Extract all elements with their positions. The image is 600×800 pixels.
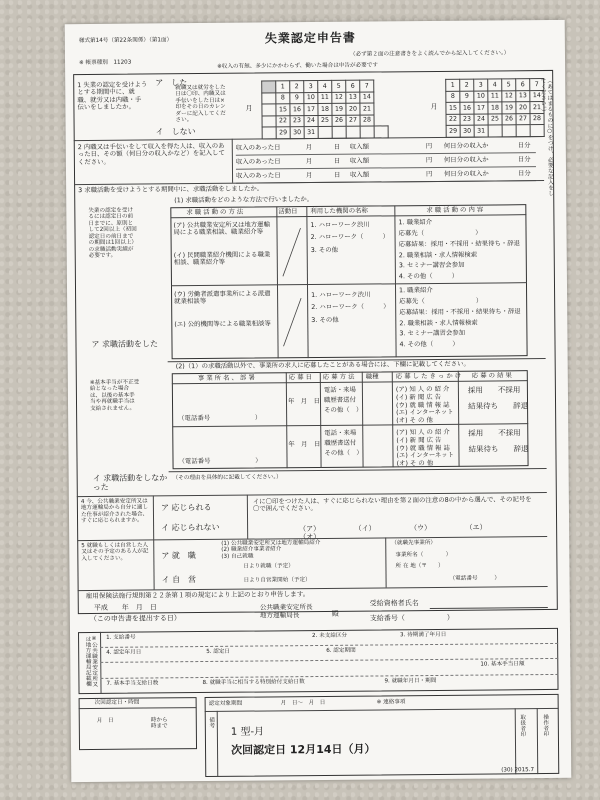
calendar-day[interactable]: 5	[332, 80, 346, 92]
calendar-day[interactable]	[360, 126, 374, 138]
calendar-day[interactable]: 27	[516, 113, 530, 125]
s5-employer-name: 事業所名（ ）	[395, 551, 452, 559]
app-method: その他（ ）	[324, 405, 363, 414]
s3-content3: 3. セミナー講習会参加	[398, 261, 465, 270]
s1-option-i[interactable]: イ しない	[155, 127, 196, 137]
s2-month: 月	[305, 171, 313, 180]
calendar-day[interactable]: 31	[304, 126, 318, 138]
period-value: 月 日〜 月 日	[280, 699, 326, 707]
calendar-day[interactable]: 17	[474, 102, 488, 114]
s5-opt-a[interactable]: ア 就 職	[161, 551, 196, 561]
s2-amount: 収入額	[349, 156, 370, 165]
calendar-day[interactable]	[318, 126, 332, 138]
form-number: 様式第14号（第22条関係）（第1面）	[78, 37, 173, 45]
calendar-day[interactable]: 4	[318, 80, 332, 92]
calendar-day[interactable]: 16	[290, 104, 304, 116]
ledger-type: ※ 帳票種別 11203	[79, 59, 132, 67]
office-item: 1. 支給番号	[106, 634, 136, 641]
memo-label: ※ 連絡事項	[376, 699, 406, 706]
s5-question: 5 就職もしくは自営した人又はその予定のある人が記入してください。	[81, 542, 149, 562]
next-date-label: 次回認定日・時間	[94, 699, 140, 706]
calendar-day[interactable]: 7	[530, 79, 544, 91]
method-i[interactable]: (イ) 民間職業紹介機関による職業相談、職業紹介等	[173, 250, 271, 267]
col-org: 利用した機関の名称	[310, 206, 368, 216]
declaration-dono: 殿	[331, 609, 339, 618]
calendar-day[interactable]: 8	[276, 92, 290, 104]
org-block-1	[310, 221, 389, 259]
form-instruction: ※収入の有無、多少にかかわらず、働いた場合は申告が必要です	[217, 62, 378, 70]
s3-content4: 4. その他（ ）	[399, 340, 459, 349]
calendar-day[interactable]: 22	[276, 115, 290, 127]
app-trigger: (イ) 新 聞 広 告	[396, 435, 442, 445]
s2-day: 日	[333, 142, 341, 151]
office-side-label: ※公共職業安定所又は地方運輸局記載欄	[84, 635, 98, 687]
s3-content2: 2. 職業相談・求人情報検索	[399, 318, 478, 327]
s3-org2: 2. ハローワーク（ ）	[310, 232, 390, 242]
app-method: 職歴書送付	[324, 438, 357, 447]
s3-sub1: (1) 求職活動をどのような方法で行いましたか。	[174, 195, 314, 205]
s5-employer-addr: 所 在 地（〒 ）	[395, 562, 444, 570]
calendar-day[interactable]: 15	[446, 102, 460, 114]
form-title: 失業認定申告書	[264, 30, 356, 46]
s4-choice[interactable]: （エ）	[469, 523, 487, 532]
s3-left-note-2: ※基本手当が不正受給となった場合は、以後の基本手当や再就職手当は支給されません。	[89, 379, 140, 412]
col-result: 応 募 の 結 果	[471, 371, 512, 380]
col-company: 事 業 所 名 、 部 署	[197, 373, 255, 383]
period-label: 認定対象期間	[208, 700, 243, 707]
calendar-day[interactable]: 20	[516, 102, 530, 114]
app-trigger: (ア) 知 人 の 紹 介	[396, 427, 450, 437]
app-result: 採用 不採用	[468, 428, 521, 438]
s3-org3: 3. その他	[311, 315, 339, 324]
s3-content-result: 応募結果：採用・不採用・結果待ち・辞退	[398, 238, 521, 249]
calendar-day[interactable]: 17	[304, 103, 318, 115]
calendar-day[interactable]: 5	[502, 79, 516, 91]
content-block-1	[398, 218, 520, 284]
app-trigger: (ウ) 就 職 情 報 誌	[396, 400, 450, 409]
col-method: 求 職 活 動 の 方 法	[186, 207, 244, 217]
s1-question: 1 失業の認定を受けようとする期間中に、就職、就労又は内職・手伝いをしましたか。	[77, 80, 148, 112]
s2-question: 2 内職又は手伝いをして収入を得た人は、収入のあった日、その額（何日分の収入かなど）を記入してください。	[77, 141, 225, 166]
s3-content1: 1. 職業紹介	[399, 285, 433, 295]
next-date-time: 時から 時まで	[150, 717, 168, 730]
app-method: 電話・来場	[324, 428, 357, 437]
s3-org2: 2. ハローワーク（ ）	[311, 302, 390, 312]
declaration-submit-date: （この申告書を提出する日）	[89, 614, 181, 623]
office-item: 5. 認定日	[206, 648, 231, 655]
s2-day: 日	[333, 170, 341, 179]
app-result: 結果待ち 辞退	[468, 444, 529, 454]
method-a[interactable]: (ア) 公共職業安定所又は地方運輸局による職業相談、職業紹介等	[173, 220, 270, 237]
office-item: 7. 基本手当支給日数	[106, 680, 159, 687]
s3-content2: 2. 職業相談・求人情報検索	[398, 250, 478, 259]
next-date-monthday: 月 日	[96, 717, 114, 724]
calendar-day[interactable]: 30	[460, 125, 474, 137]
s5-sub-option[interactable]: (2) 職業紹介事業者紹介	[221, 546, 282, 554]
office-item: 2. 未支給区分	[312, 632, 348, 640]
stamp-operator: 操作者印	[542, 714, 549, 737]
app-trigger: (エ) インターネット	[396, 451, 455, 460]
col-content: 求 職 活 動 の 内 容	[426, 205, 484, 215]
s3-left-note: 失業の認定を受けるには認定日の前日までに、原則として2回以上（初回認定日の前日までの期間は1回以上）の求職活動実績が必要です。	[88, 207, 137, 259]
s4-choice[interactable]: （ア）	[299, 524, 321, 534]
col-date: 活動日	[278, 207, 298, 216]
declaration-era: 平成 年 月 日	[93, 603, 157, 612]
app-trigger: (ウ) 就 職 情 報 誌	[396, 443, 450, 452]
s2-days-of: 何日分の収入か	[443, 155, 489, 164]
calendar-day[interactable]: 18	[488, 102, 502, 114]
app-trigger: (オ) そ の 他	[396, 459, 434, 468]
calendar-day[interactable]	[516, 125, 530, 137]
calendar-day[interactable]: 1	[276, 81, 290, 93]
s3-content3: 3. セミナー講習会参加	[399, 329, 466, 338]
calendar-day[interactable]: 3	[304, 80, 318, 92]
method-u[interactable]: (ウ) 労働者派遣事業所による派遣就業相談等	[174, 289, 271, 306]
s4-choice[interactable]: （ウ）	[413, 524, 432, 533]
s5-sub-options[interactable]	[221, 540, 320, 560]
handwritten-type: 1 型-月	[230, 726, 265, 738]
s4-choice[interactable]: （イ）	[358, 524, 376, 533]
calendar-day[interactable]: 30	[290, 127, 304, 139]
s4-reason: イに〇印をつけた人は、すぐに応じられない理由を第２面の注意の8の中から選んで、その記号を〇で囲んでください。	[252, 495, 532, 513]
s2-amount: 収入額	[349, 170, 370, 179]
calendar-day[interactable]: 23	[460, 114, 474, 126]
calendar-day[interactable]	[262, 127, 276, 139]
s1-option-a[interactable]: ア した	[155, 78, 188, 88]
office-item: 4. 認定年月日	[106, 649, 142, 656]
app-tel: （電話番号 ）	[178, 456, 262, 466]
calendar-day[interactable]: 9	[460, 91, 474, 103]
calendar-1[interactable]	[261, 79, 389, 139]
s5-sub-option[interactable]: (1) 公共職業安定所又は地方運輸局紹介	[221, 539, 321, 547]
s2-month: 月	[305, 143, 313, 152]
s2-row-label: 収入のあった日	[235, 171, 281, 180]
s5-from-self: 日より自営業開始（予定）	[243, 577, 311, 584]
app-date: 年 月 日	[287, 396, 320, 406]
calendar-day[interactable]: 18	[318, 103, 332, 115]
calendar-day[interactable]: 9	[290, 92, 304, 104]
s2-days-unit: 日分	[517, 169, 531, 178]
office-item: 6. 認定期間	[326, 647, 356, 654]
office-item: 3. 待期満了年月日	[400, 631, 447, 639]
calendar-day[interactable]	[346, 126, 360, 138]
s3-content-apply: 応募先（ ）	[398, 228, 482, 238]
s2-row-label: 収入のあった日	[235, 157, 281, 166]
calendar-day[interactable]: 11	[488, 90, 502, 102]
s3-sub2: (2)（1）の求職活動以外で、事業所の求人に応募したことがある場合には、下欄に記載してください。	[175, 359, 470, 371]
s3-content4: 4. その他（ ）	[398, 272, 459, 281]
calendar-day[interactable]	[374, 126, 388, 138]
s2-month: 月	[305, 157, 313, 166]
s3-org1: 1. ハローワーク渋川	[310, 220, 370, 230]
s4-opt-i[interactable]: イ 応じられない	[161, 522, 220, 533]
s3-content-result: 応募結果：採用・不採用・結果待ち・辞退	[399, 306, 521, 317]
calendar-day[interactable]: 13	[346, 92, 360, 104]
s2-amount: 収入額	[349, 142, 369, 151]
calendar-day[interactable]: 29	[276, 127, 290, 139]
s4-question: 4 今、公共職業安定所又は地方運輸局から自分に適した仕事が紹介された場合、すぐに応じられますか。	[80, 498, 149, 525]
s2-income-rows	[236, 139, 536, 184]
app-method: 職歴書送付	[323, 395, 356, 404]
s3-label-a[interactable]: ア 求職活動をした	[91, 339, 159, 349]
calendar-day[interactable]: 15	[276, 104, 290, 116]
calendar-day[interactable]: 24	[474, 114, 488, 126]
form-sheet	[65, 20, 572, 782]
calendar-day[interactable]	[262, 81, 276, 93]
calendar-day[interactable]: 20	[346, 103, 360, 115]
calendar-day[interactable]: 19	[332, 103, 346, 115]
calendar-day[interactable]: 28	[360, 115, 374, 127]
calendar-day[interactable]: 11	[318, 92, 332, 104]
s3-question: 3 求職活動を受けようとする期間中に、求職活動をしましたか。	[78, 184, 264, 195]
handwritten-next-date: 次回認定日 12月14日（月）	[230, 742, 376, 757]
calendar-day[interactable]: 24	[304, 115, 318, 127]
calendar-day[interactable]: 4	[488, 79, 502, 91]
s4-opt-a[interactable]: ア 応じられる	[160, 502, 212, 513]
calendar-day[interactable]: 22	[446, 114, 460, 126]
calendar-day[interactable]: 21	[530, 102, 544, 114]
note-label: 備考	[208, 716, 215, 729]
s3-org1: 1. ハローワーク渋川	[311, 290, 371, 300]
s3-content-apply: 応募先（ ）	[399, 296, 483, 306]
s2-yen: 円	[425, 141, 433, 151]
s2-days-unit: 日分	[517, 141, 531, 150]
s2-days-unit: 日分	[517, 155, 531, 164]
calendar-day[interactable]: 21	[360, 103, 374, 115]
s5-employer-tel: （電話番号 ）	[449, 575, 500, 582]
s5-from-date: 日より就職（予定）	[243, 563, 294, 570]
calendar-day[interactable]: 26	[332, 115, 346, 127]
calendar-day[interactable]: 14	[360, 92, 374, 104]
s2-yen: 円	[425, 169, 433, 179]
s1-side-note: （あてはまるものに○をつけ、必要な記入をしてください。）	[539, 77, 554, 196]
app-method: 電話・来場	[323, 385, 356, 394]
s4-choice[interactable]: （オ）	[299, 533, 321, 542]
office-item: 8. 就職手当に相当する特別給付支給日数	[202, 679, 305, 687]
app-trigger: (イ) 新 聞 広 告	[395, 392, 442, 402]
content-block-2	[399, 286, 521, 352]
calendar-day[interactable]: 8	[446, 91, 460, 103]
calendar-day[interactable]: 1	[446, 79, 460, 91]
col-apply-method: 応 募 方 法	[322, 372, 355, 381]
calendar-day[interactable]: 31	[474, 125, 488, 137]
calendar-day[interactable]: 7	[360, 80, 374, 92]
calendar-day[interactable]: 3	[474, 79, 488, 91]
s1-month-label-2: 月	[430, 102, 438, 112]
payment-number[interactable]: 支給番号（ ）	[369, 613, 454, 623]
calendar-day[interactable]	[262, 104, 276, 116]
calendar-day[interactable]: 6	[346, 80, 360, 92]
form-footer: (30) 2015.7	[501, 767, 535, 774]
office-item: 10. 基本手当日額	[480, 661, 525, 668]
applicant-name-label: 受給資格者氏名	[369, 599, 419, 608]
calendar-day[interactable]	[332, 126, 346, 138]
calendar-day[interactable]: 25	[318, 115, 332, 127]
calendar-day[interactable]	[262, 92, 276, 104]
calendar-day[interactable]: 27	[346, 115, 360, 127]
calendar-day[interactable]: 2	[460, 79, 474, 91]
app-trigger: (オ) そ の 他	[396, 416, 433, 425]
s1-legend: 就職又は就労をした日は〇印、内職又は手伝いをした日は×印をその日のカレンダーに記入してください。	[175, 84, 226, 124]
s5-employer-title: （就職先事業所）	[391, 539, 437, 547]
app-result: 採用 不採用	[467, 385, 521, 395]
col-apply-date: 応 募 日	[288, 373, 313, 382]
form-note-top: （必ず第２面の注意書きをよく読んでから記入してください。）	[349, 50, 510, 58]
s3-no-reason: （その理由を具体的に記載してください。）	[172, 474, 282, 482]
calendar-day[interactable]	[502, 125, 516, 137]
org-block-2	[311, 291, 390, 329]
declaration-office: 公共職業安定所長 地方運輸局長	[259, 603, 313, 620]
calendar-day[interactable]: 10	[304, 92, 318, 104]
calendar-day[interactable]: 29	[446, 125, 460, 137]
app-trigger: (エ) インターネット	[396, 408, 454, 417]
date-slashes	[276, 216, 307, 358]
calendar-day[interactable]: 6	[516, 79, 530, 91]
s3-org3: 3. その他	[310, 245, 339, 254]
calendar-day[interactable]: 28	[530, 113, 544, 125]
calendar-day[interactable]: 26	[502, 113, 516, 125]
app-tel: （電話番号 ）	[178, 413, 262, 423]
s1-month-label-1: 月	[245, 104, 253, 113]
calendar-day[interactable]: 25	[488, 113, 502, 125]
app-trigger: (ア) 知 人 の 紹 介	[395, 384, 450, 394]
s2-days-of: 何日分の収入か	[443, 169, 489, 178]
s2-row-label: 収入のあった日	[235, 143, 281, 152]
s2-yen: 円	[425, 155, 433, 165]
calendar-day[interactable]	[262, 115, 276, 127]
calendar-day[interactable]: 2	[290, 81, 304, 93]
calendar-day[interactable]: 14	[530, 90, 544, 102]
app-result: 結果待ち 辞退	[468, 401, 529, 411]
s2-day: 日	[333, 156, 341, 165]
calendar-day[interactable]: 12	[332, 92, 346, 104]
calendar-day[interactable]	[488, 125, 502, 137]
calendar-day[interactable]: 12	[502, 90, 516, 102]
stamp-handler: 取扱者印	[519, 714, 526, 737]
s3-content1: 1. 職業紹介	[398, 217, 433, 227]
col-job: 職種	[365, 372, 379, 381]
office-item: 9. 就職年月日・期間	[384, 677, 437, 685]
app-method: その他（ ）	[324, 448, 363, 457]
app-date: 年 月 日	[288, 439, 321, 449]
calendar-day[interactable]: 10	[474, 91, 488, 103]
calendar-day[interactable]: 13	[516, 90, 530, 102]
calendar-day[interactable]: 16	[460, 102, 474, 114]
s3-label-i[interactable]: イ 求職活動をしなかった	[92, 473, 168, 493]
declaration-text: 雇用保険法施行規則第２２条第１項の規定により上記のとおり申告します。	[85, 590, 310, 601]
col-trigger: 応 募 し た き っ か け	[395, 371, 462, 381]
s2-days-of: 何日分の収入か	[443, 141, 489, 150]
s5-opt-i[interactable]: イ 自 営	[161, 575, 197, 585]
method-e[interactable]: (エ) 公的機関等による職業相談等	[174, 319, 271, 329]
calendar-day[interactable]: 23	[290, 115, 304, 127]
calendar-day[interactable]: 19	[502, 102, 516, 114]
calendar-2[interactable]	[445, 78, 545, 137]
s5-sub-option[interactable]: (3) 自己就職	[221, 553, 254, 560]
